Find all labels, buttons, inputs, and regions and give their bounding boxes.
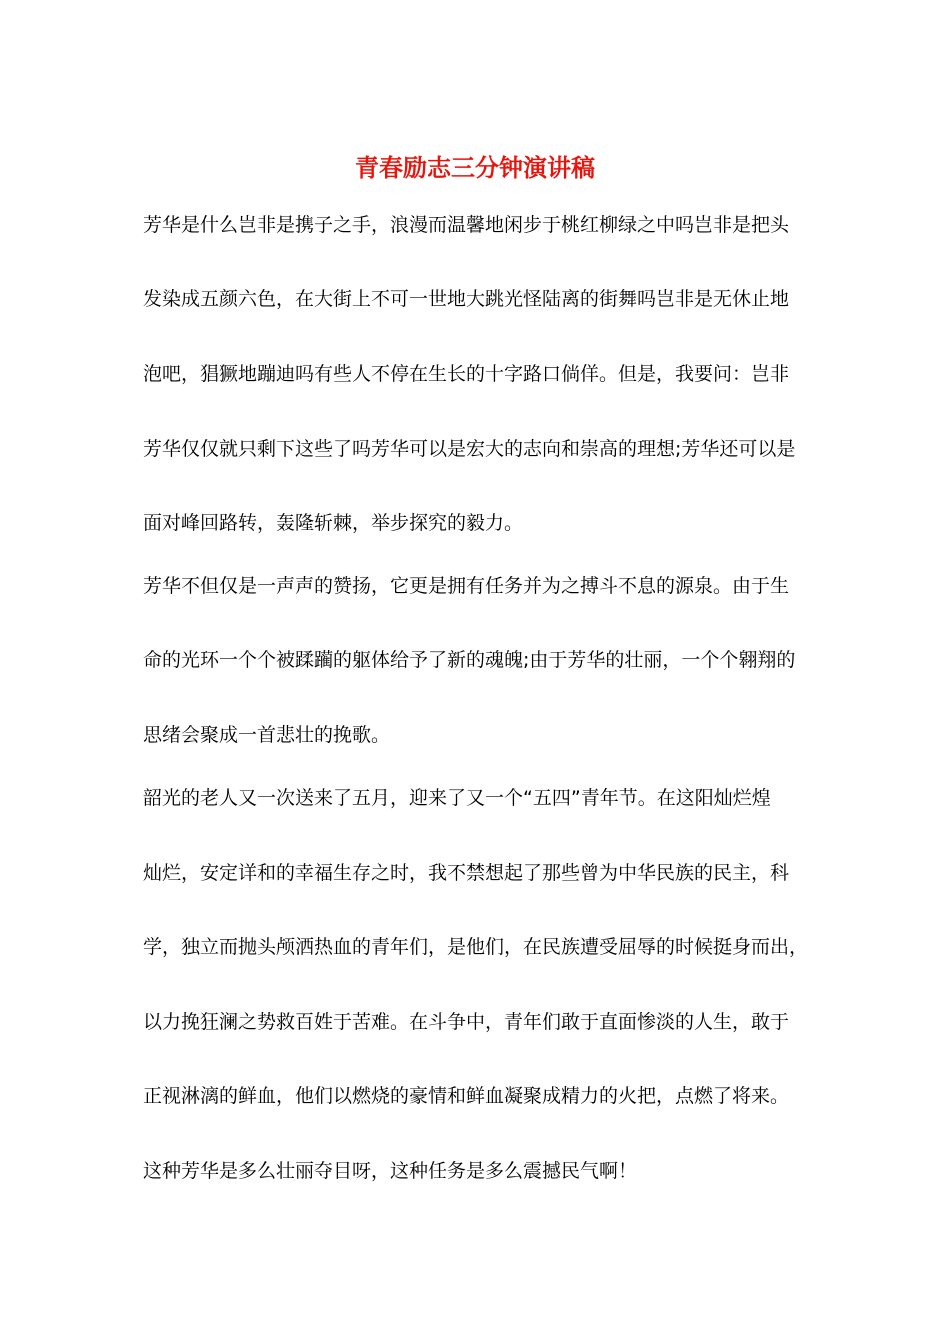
body-line-2: 发染成五颜六色，在大街上不可一世地大跳光怪陆离的街舞吗岂非是无休止地 — [143, 288, 790, 310]
body-line-5: 面对峰回路转，轰隆斩棘，举步探究的毅力。 — [143, 512, 524, 534]
body-line-13: 正视淋漓的鲜血，他们以燃烧的豪情和鲜血凝聚成精力的火把，点燃了将来。 — [143, 1085, 790, 1107]
body-line-3: 泡吧，猖獗地蹦迪吗有些人不停在生长的十字路口倘佯。但是，我要问：岂非 — [143, 363, 790, 385]
body-line-8: 思绪会聚成一首悲壮的挽歌。 — [143, 724, 391, 746]
body-line-9: 韶光的老人又一次送来了五月，迎来了又一个“五四”青年节。在这阳灿烂煌 — [143, 787, 771, 809]
body-line-10: 灿烂，安定详和的幸福生存之时，我不禁想起了那些曾为中华民族的民主，科 — [143, 862, 790, 884]
body-line-4: 芳华仅仅就只剩下这些了吗芳华可以是宏大的志向和崇高的理想;芳华还可以是 — [143, 438, 796, 460]
document-title: 青春励志三分钟演讲稿 — [355, 153, 595, 182]
body-line-11: 学，独立而抛头颅洒热血的青年们，是他们，在民族遭受屈辱的时候挺身而出， — [143, 936, 809, 958]
body-line-14: 这种芳华是多么壮丽夺目呀，这种任务是多么震撼民气啊！ — [143, 1160, 638, 1182]
body-line-12: 以力挽狂澜之势救百姓于苦难。在斗争中，青年们敢于直面惨淡的人生，敢于 — [143, 1011, 790, 1033]
body-line-6: 芳华不但仅是一声声的赞扬，它更是拥有任务并为之搏斗不息的源泉。由于生 — [143, 575, 790, 597]
body-line-7: 命的光环一个个被蹂躏的躯体给予了新的魂魄;由于芳华的壮丽，一个个翱翔的 — [143, 649, 796, 671]
body-line-1: 芳华是什么岂非是携子之手，浪漫而温馨地闲步于桃红柳绿之中吗岂非是把头 — [143, 214, 790, 236]
